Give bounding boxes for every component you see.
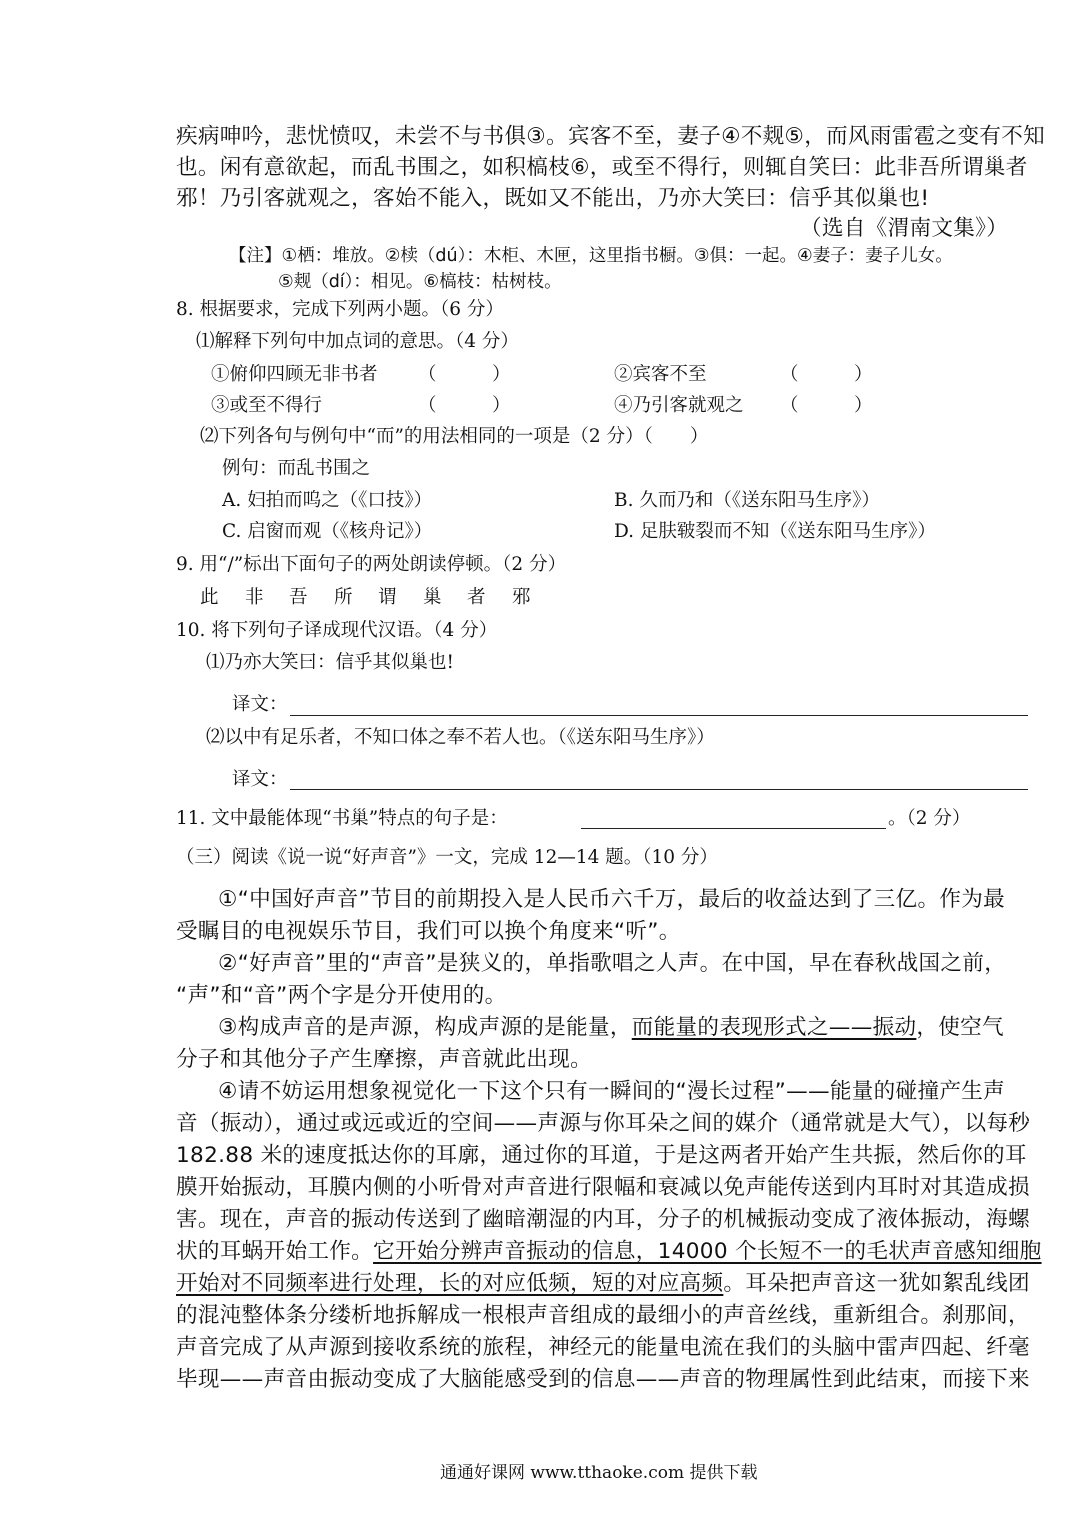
q10-title: 10. 将下列句子译成现代汉语。（4 分） xyxy=(176,620,498,641)
q9-title: 9. 用“/”标出下面句子的两处朗读停顿。（2 分） xyxy=(176,554,567,575)
q9-char: 者 xyxy=(467,587,486,608)
q10-translation-label-1: 译文： xyxy=(232,694,288,715)
article-line: 的混沌整体条分缕析地拆解成一根根声音组成的最细小的声音丝线，重新组合。刹那间， xyxy=(176,1303,1030,1328)
passage-line-2: 也。闲有意欲起，而乱书围之，如积槁枝⑥，或至不得行，则辄自笑曰：此非吾所谓巢者 xyxy=(176,155,1028,180)
q9-char: 吾 xyxy=(289,587,308,608)
underlined-sentence: 它开始分辨声音振动的信息，14000 个长短不一的毛状声音感知细胞 xyxy=(373,1239,1042,1264)
note-line-2: ⑤觌（dí）：相见。⑥槁枝：枯树枝。 xyxy=(278,272,562,292)
q8-example: 例句：而乱书围之 xyxy=(222,458,371,479)
article-line: 音（振动），通过或远或近的空间——声源与你耳朵之间的媒介（通常就是大气），以每秒 xyxy=(176,1111,1031,1136)
note-line-1: 【注】①栖：堆放。②椟（dú）：木柜、木匣，这里指书橱。③俱：一起。④妻子：妻子儿女。 xyxy=(229,246,953,266)
q11-answer-line[interactable] xyxy=(581,828,886,829)
article-line: ④请不妨运用想象视觉化一下这个只有一瞬间的“漫长过程”——能量的碰撞产生声 xyxy=(218,1079,1006,1104)
q8-option-b[interactable]: B. 久而乃和（《送东阳马生序》） xyxy=(614,490,880,511)
q9-char: 非 xyxy=(245,587,264,608)
q8-item-3-answer[interactable]: （ ） xyxy=(418,395,511,416)
q9-char: 邪 xyxy=(512,587,531,608)
article-line xyxy=(176,1241,1042,1263)
article-line: 害。现在，声音的振动传送到了幽暗潮湿的内耳，分子的机械振动变成了液体振动，海螺 xyxy=(176,1207,1030,1232)
q8-item-1-answer[interactable]: （ ） xyxy=(418,364,511,385)
article-line: ②“好声音”里的“声音”是狭义的，单指歌唱之人声。在中国，早在春秋战国之前， xyxy=(218,951,1007,976)
q8-item-4: ④乃引客就观之 xyxy=(614,395,744,416)
article-line: 182.88 米的速度抵达你的耳廓，通过你的耳道，于是这两者开始产生共振，然后你的耳 xyxy=(176,1143,1027,1168)
article-text: ③构成声音的是声源，构成声源的是能量， xyxy=(218,1015,632,1040)
q8-title: 8. 根据要求，完成下列两小题。（6 分） xyxy=(176,299,504,320)
article-line: 膜开始振动，耳膜内侧的小听骨对声音进行限幅和衰减以免声能传送到内耳时对其造成损 xyxy=(176,1175,1030,1200)
passage-line-1: 疾病呻吟，悲忧愤叹，未尝不与书俱③。宾客不至，妻子④不觌⑤，而风雨雷雹之变有不知 xyxy=(176,124,1046,149)
article-text: 耳朵把声音这一犹如絮乱线团 xyxy=(745,1271,1030,1296)
passage-source: （选自《渭南文集》） xyxy=(800,216,1009,241)
q8-item-4-answer[interactable]: （ ） xyxy=(780,395,873,416)
section3-title: （三）阅读《说一说“好声音”》一文，完成 12—14 题。（10 分） xyxy=(176,847,718,868)
q9-char: 巢 xyxy=(423,587,442,608)
q8-item-1: ①俯仰四顾无非书者 xyxy=(211,364,378,385)
article-line: 毕现——声音由振动变成了大脑能感受到的信息——声音的物理属性到此结束，而接下来 xyxy=(176,1367,1030,1392)
page-footer: 通通好课网 www.tthaoke.com 提供下载 xyxy=(440,1463,758,1483)
q8-item-3: ③或至不得行 xyxy=(211,395,323,416)
q8-option-c[interactable]: C. 启窗而观（《核舟记》） xyxy=(222,521,433,542)
q10-translation-line-1[interactable] xyxy=(290,715,1028,716)
q9-char: 此 xyxy=(200,587,219,608)
q8-item-2-answer[interactable]: （ ） xyxy=(780,364,873,385)
q11-suffix: 。（2 分） xyxy=(888,808,971,829)
article-line: 声音完成了从声源到接收系统的旅程，神经元的能量电流在我们的头脑中雷声四起、纤毫 xyxy=(176,1335,1030,1360)
q9-sentence[interactable] xyxy=(200,589,560,613)
q9-char: 谓 xyxy=(378,587,397,608)
q8-option-d[interactable]: D. 足肤皲裂而不知（《送东阳马生序》） xyxy=(614,521,936,542)
article-line: 受瞩目的电视娱乐节目，我们可以换个角度来“听”。 xyxy=(176,919,681,944)
q9-char: 所 xyxy=(334,587,353,608)
q11-prefix: 11. 文中最能体现“书巢”特点的句子是： xyxy=(176,808,508,829)
article-line: 分子和其他分子产生摩擦，声音就此出现。 xyxy=(176,1047,592,1072)
q10-sentence-2: ⑵以中有足乐者，不知口体之奉不若人也。（《送东阳马生序》） xyxy=(206,727,715,748)
q8-part1: ⑴解释下列句中加点词的意思。（4 分） xyxy=(196,331,519,352)
underlined-sentence: 开始对不同频率进行处理，长的对应低频，短的对应高频 xyxy=(176,1271,724,1296)
q8-option-a[interactable]: A. 妇拍而呜之（《口技》） xyxy=(222,490,433,511)
article-text: ，使空气 xyxy=(916,1015,1004,1040)
q10-translation-label-2: 译文： xyxy=(232,769,288,790)
article-line: 开始对不同频率进行处理，长的对应低频，短的对应高频。耳朵把声音这一犹如絮乱线团 xyxy=(176,1271,1030,1296)
article-line: ①“中国好声音”节目的前期投入是人民币六千万，最后的收益达到了三亿。作为最 xyxy=(218,887,1006,912)
passage-line-3: 邪！乃引客就观之，客始不能入，既如又不能出，乃亦大笑曰：信乎其似巢也! xyxy=(176,186,930,211)
q8-part2: ⑵下列各句与例句中“而”的用法相同的一项是（2 分）（ ） xyxy=(200,426,709,447)
q10-sentence-1: ⑴乃亦大笑曰：信乎其似巢也! xyxy=(206,652,454,673)
article-text: 状的耳蜗开始工作。 xyxy=(176,1239,374,1264)
article-line xyxy=(218,1017,1004,1039)
article-line: “声”和“音”两个字是分开使用的。 xyxy=(176,983,507,1008)
q10-translation-line-2[interactable] xyxy=(290,789,1028,790)
underlined-sentence: 而能量的表现形式之——振动 xyxy=(631,1015,917,1040)
q8-item-2: ②宾客不至 xyxy=(614,364,707,385)
